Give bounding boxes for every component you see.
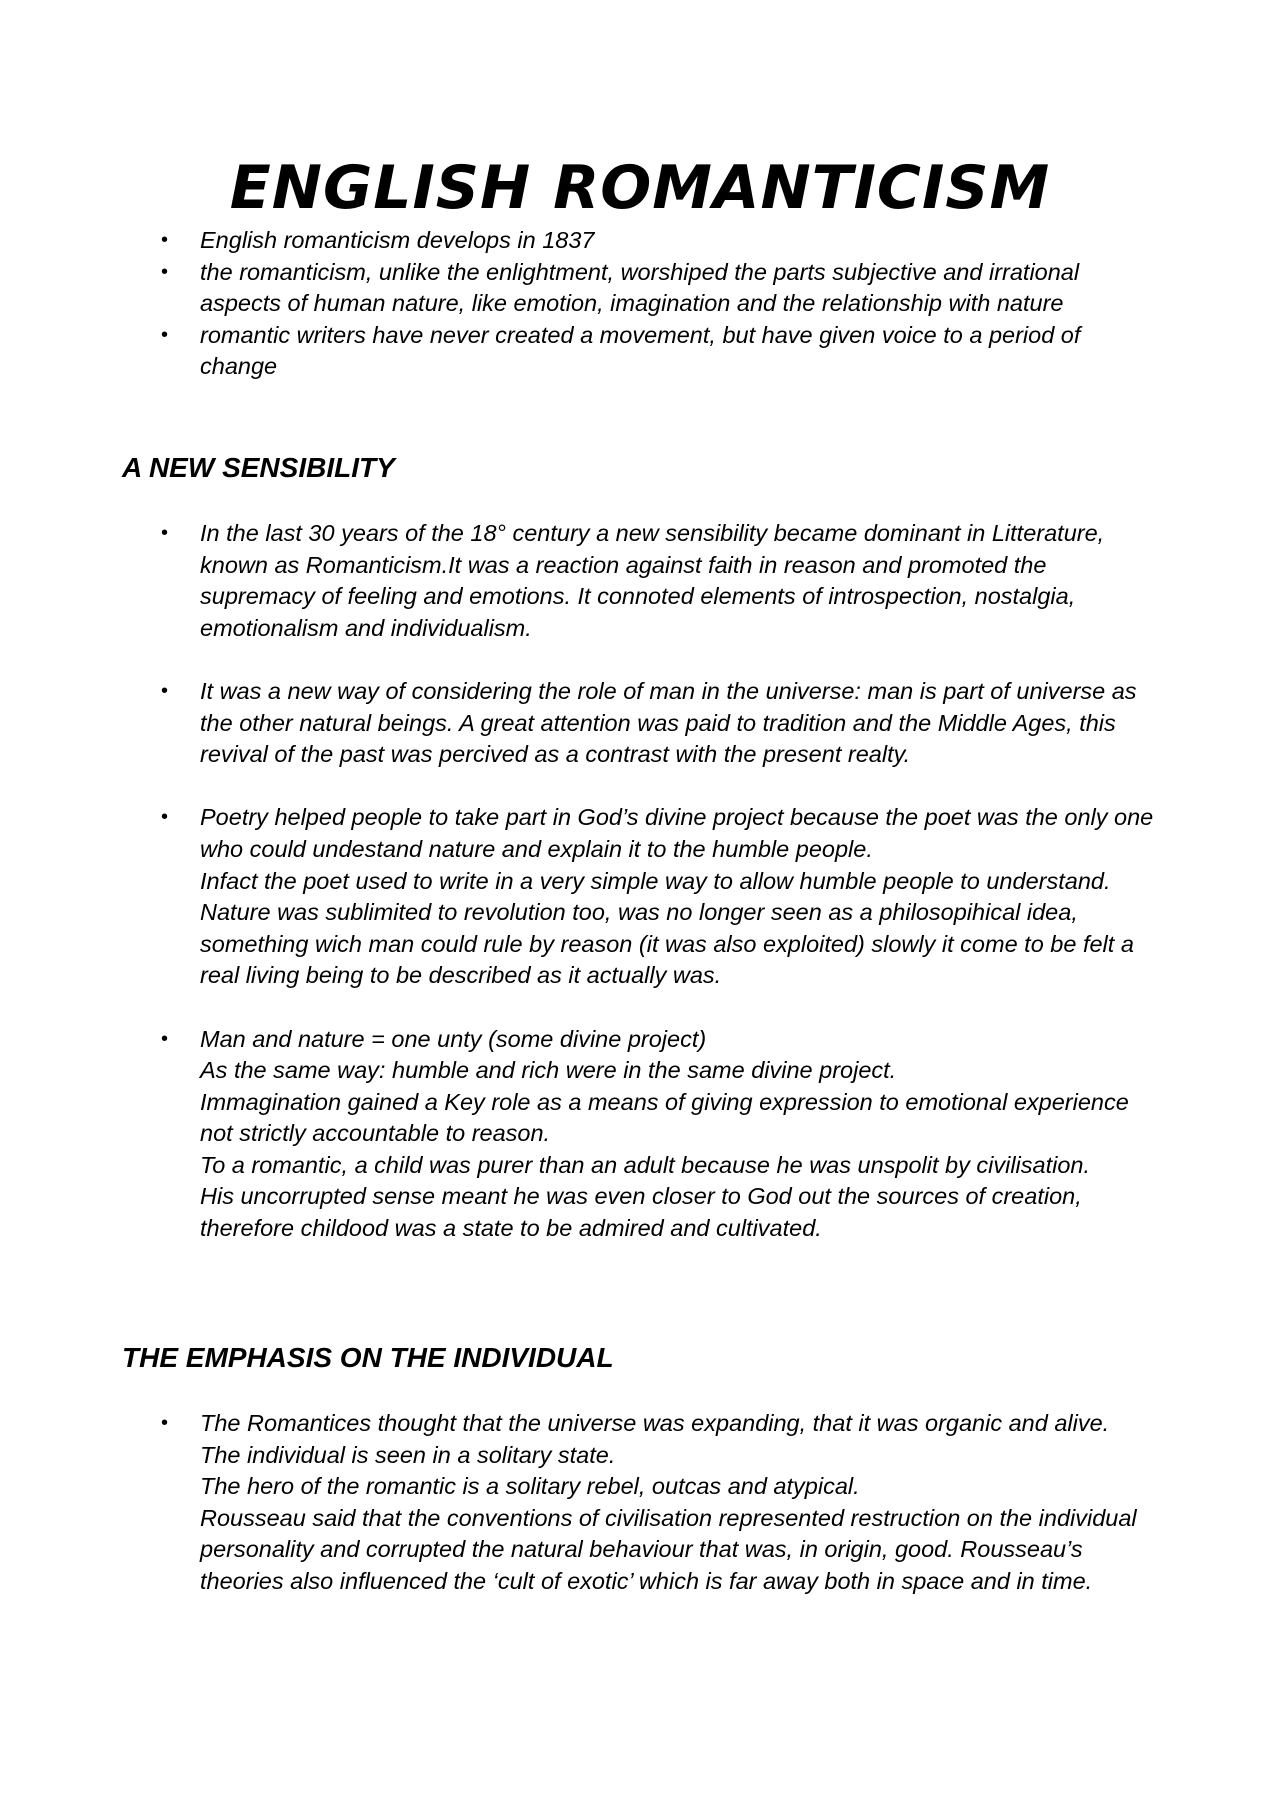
list-item-line: As the same way: humble and rich were in the same divine project. [200,1057,897,1084]
list-item [0,225,1280,257]
list-item-line: Immagination gained a Key role as a means of giving expression to emotional experience [200,1088,1129,1115]
intro-bullet-list [0,225,1280,383]
list-item-line: supremacy of feeling and emotions. It connoted elements of introspection, nostalgia, [200,583,1076,610]
list-item-line: real living being to be described as it actually was. [200,962,722,989]
list-item [0,1024,1280,1245]
list-item [0,320,1280,383]
emphasis-individual-bullet-list [0,1408,1280,1598]
bullet-icon: • [161,522,169,544]
list-item [0,1408,1280,1598]
list-item-line: the romanticism, unlike the enlightment, worshiped the parts subjective and irrational [200,258,1080,285]
list-item-line: known as Romanticism.It was a reaction against faith in reason and promoted the [200,551,1047,578]
page-title: ENGLISH ROMANTICISM [229,153,1051,223]
list-item-line: Nature was sublimited to revolution too, was no longer seen as a philosopihical idea, [200,899,1078,926]
list-item-line: therefore childood was a state to be admired and cultivated. [200,1215,822,1242]
list-item-line: theories also influenced the ‘cult of exotic’ which is far away both in space and in time. [200,1567,1093,1594]
list-item-line: In the last 30 years of the 18° century a new sensibility became dominant in Litterature, [200,520,1105,546]
list-item-line: It was a new way of considering the role of man in the universe: man is part of universe as [200,677,1137,704]
list-item-line: Poetry helped people to take part in God’s divine project because the poet was the only one [200,804,1154,831]
bullet-icon: • [161,229,169,251]
list-item-line: not strictly accountable to reason. [200,1120,551,1147]
list-item [0,257,1280,320]
list-item-line: emotionalism and individualism. [200,614,532,641]
bullet-icon: • [161,1027,169,1050]
list-item-line: The hero of the romantic is a solitary rebel, outcas and atypical. [200,1473,860,1500]
list-item-line: English romanticism develops in 1837 [200,227,595,253]
bullet-icon: • [161,806,169,829]
list-item-line: To a romantic, a child was purer than an adult because he was unspolit by civilisation. [200,1151,1091,1178]
list-item-line: Man and nature = one unty (some divine project) [200,1025,707,1052]
list-item-line: His uncorrupted sense meant he was even closer to God out the sources of creation, [200,1183,1082,1210]
list-item-line: The Romantices thought that the universe was expanding, that it was organic and alive. [200,1410,1110,1436]
list-item-line: aspects of human nature, like emotion, imagination and the relationship with nature [200,290,1064,317]
list-item-line: Rousseau said that the conventions of civilisation represented restruction on the individual [200,1504,1137,1531]
list-item [0,802,1280,992]
list-item-line: something wich man could rule by reason (it was also exploited) slowly it come to be felt a [200,930,1134,957]
bullet-icon: • [161,323,169,346]
section-heading-new-sensibility: A NEW SENSIBILITY [122,452,395,483]
list-item-line: who could undestand nature and explain it to the humble people. [200,835,873,862]
bullet-icon: • [161,679,169,702]
list-item-line: Infact the poet used to write in a very simple way to allow humble people to understand. [200,867,1111,894]
list-item-line: revival of the past was percived as a contrast with the present realty. [200,741,911,768]
list-item-line: The individual is seen in a solitary state. [200,1441,616,1468]
section-heading-emphasis-individual: THE EMPHASIS ON THE INDIVIDUAL [122,1342,614,1373]
list-item-line: change [200,353,278,380]
list-item-line: the other natural beings. A great attention was paid to tradition and the Middle Ages, this [200,709,1116,736]
list-item [0,518,1280,644]
list-item-line: personality and corrupted the natural behaviour that was, in origin, good. Rousseau’s [200,1536,1083,1563]
bullet-icon: • [161,1412,169,1434]
list-item-line: romantic writers have never created a movement, but have given voice to a period of [200,321,1081,348]
list-item [0,676,1280,771]
new-sensibility-bullet-list [0,518,1280,1245]
bullet-icon: • [161,260,169,283]
